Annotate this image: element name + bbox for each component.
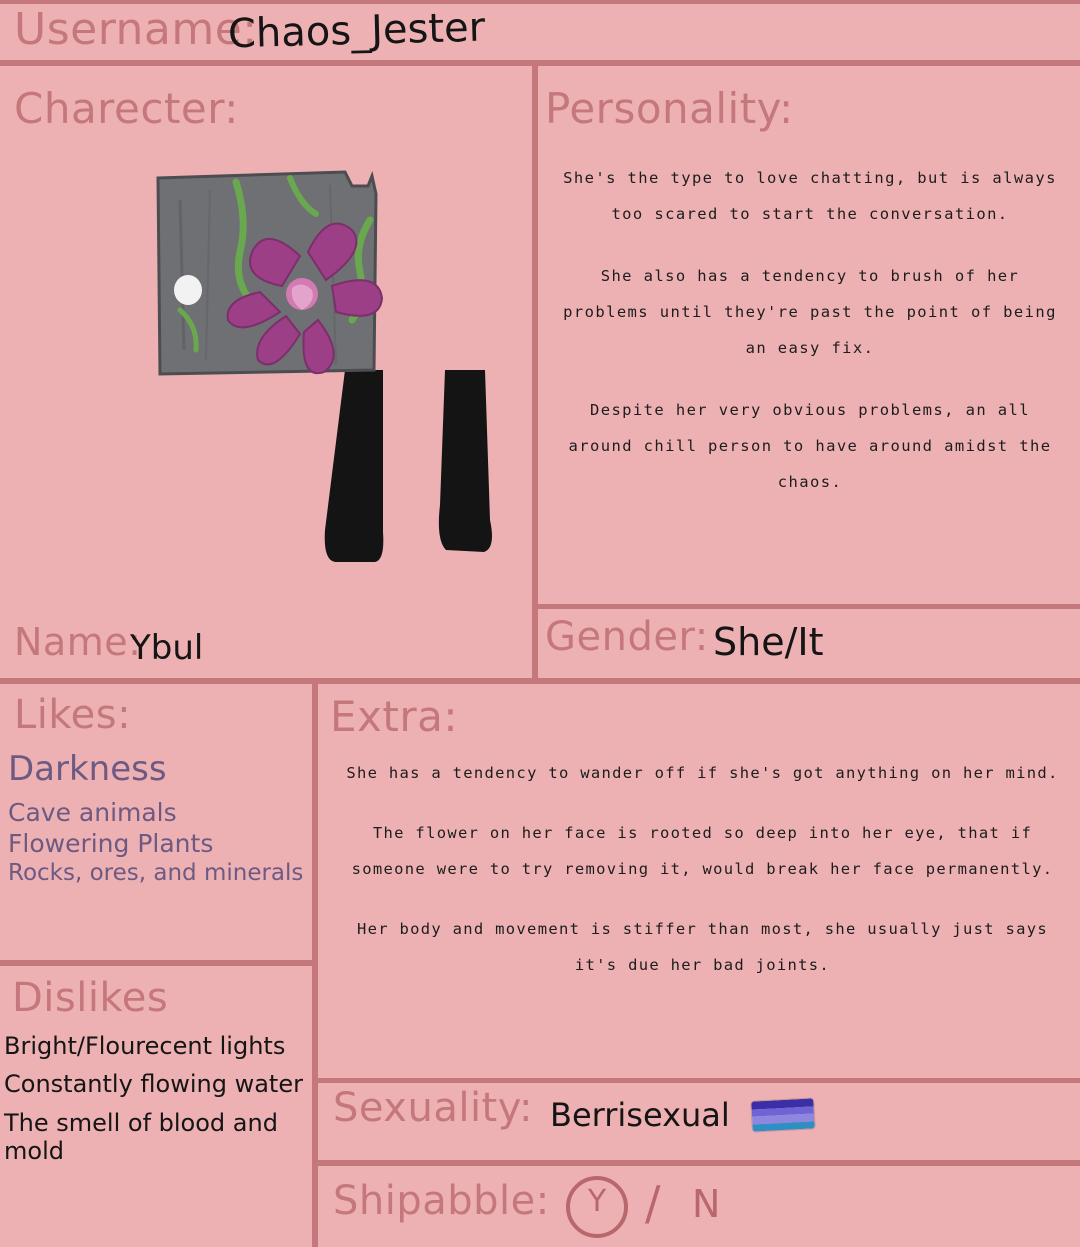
list-item: Flowering Plants — [8, 829, 214, 858]
list-item: Darkness — [8, 749, 167, 789]
personality-paragraph: Despite her very obvious problems, an all around chill person to have around amidst the chaos. — [568, 401, 1052, 491]
list-item: Constantly flowing water — [4, 1070, 303, 1099]
divider-likes-dislikes — [0, 960, 318, 966]
shipabble-no-option[interactable]: N — [692, 1182, 721, 1226]
shipabble-yes-option[interactable] — [566, 1176, 628, 1238]
name-value: Ybul — [130, 628, 204, 668]
divider-sexuality-ship — [318, 1160, 1080, 1166]
shipabble-separator: / — [645, 1176, 661, 1230]
divider-personality-bottom — [532, 604, 1080, 609]
sexuality-value: Berrisexual — [550, 1096, 730, 1134]
extra-paragraph: Her body and movement is stiffer than most, she usually just says it's due her bad joints. — [356, 920, 1049, 974]
sexuality-label: Sexuality: — [333, 1085, 533, 1131]
list-item: Bright/Flourecent lights — [4, 1032, 286, 1060]
extra-paragraph: She has a tendency to wander off if she's got anything on her mind. — [346, 764, 1059, 782]
divider-upper-bottom — [0, 678, 1080, 684]
username-label: Username: — [14, 4, 258, 55]
extra-text — [340, 755, 1065, 1007]
extra-label: Extra: — [330, 692, 459, 741]
character-illustration — [140, 160, 540, 620]
likes-list — [8, 749, 308, 891]
username-row — [0, 0, 1080, 62]
dislikes-label: Dislikes — [12, 975, 169, 1021]
personality-label: Personality: — [545, 84, 794, 133]
list-item: Cave animals — [8, 798, 177, 827]
gender-value: She/It — [713, 620, 824, 664]
berrisexual-pride-flag-icon — [751, 1098, 814, 1131]
list-item: Rocks, ores, and minerals — [8, 860, 304, 886]
shipabble-label: Shipabble: — [333, 1178, 550, 1224]
shipabble-yes-label: Y — [587, 1184, 607, 1219]
dislikes-list — [4, 1032, 314, 1175]
personality-paragraph: She's the type to love chatting, but is always too scared to start the conversation. — [563, 169, 1057, 223]
list-item: The smell of blood and mold — [4, 1108, 278, 1165]
personality-paragraph: She also has a tendency to brush of her problems until they're past the point of being an easy fix. — [563, 267, 1057, 357]
gender-label: Gender: — [545, 614, 709, 660]
likes-label: Likes: — [14, 692, 132, 738]
character-label: Charecter: — [14, 84, 239, 133]
username-value: Chaos_Jester — [227, 4, 486, 58]
personality-text — [560, 160, 1060, 526]
divider-extra-sexuality — [318, 1078, 1080, 1083]
name-label: Name: — [14, 620, 142, 664]
extra-paragraph: The flower on her face is rooted so deep into her eye, that if someone were to try removing it, would break her face permanently. — [351, 824, 1054, 878]
